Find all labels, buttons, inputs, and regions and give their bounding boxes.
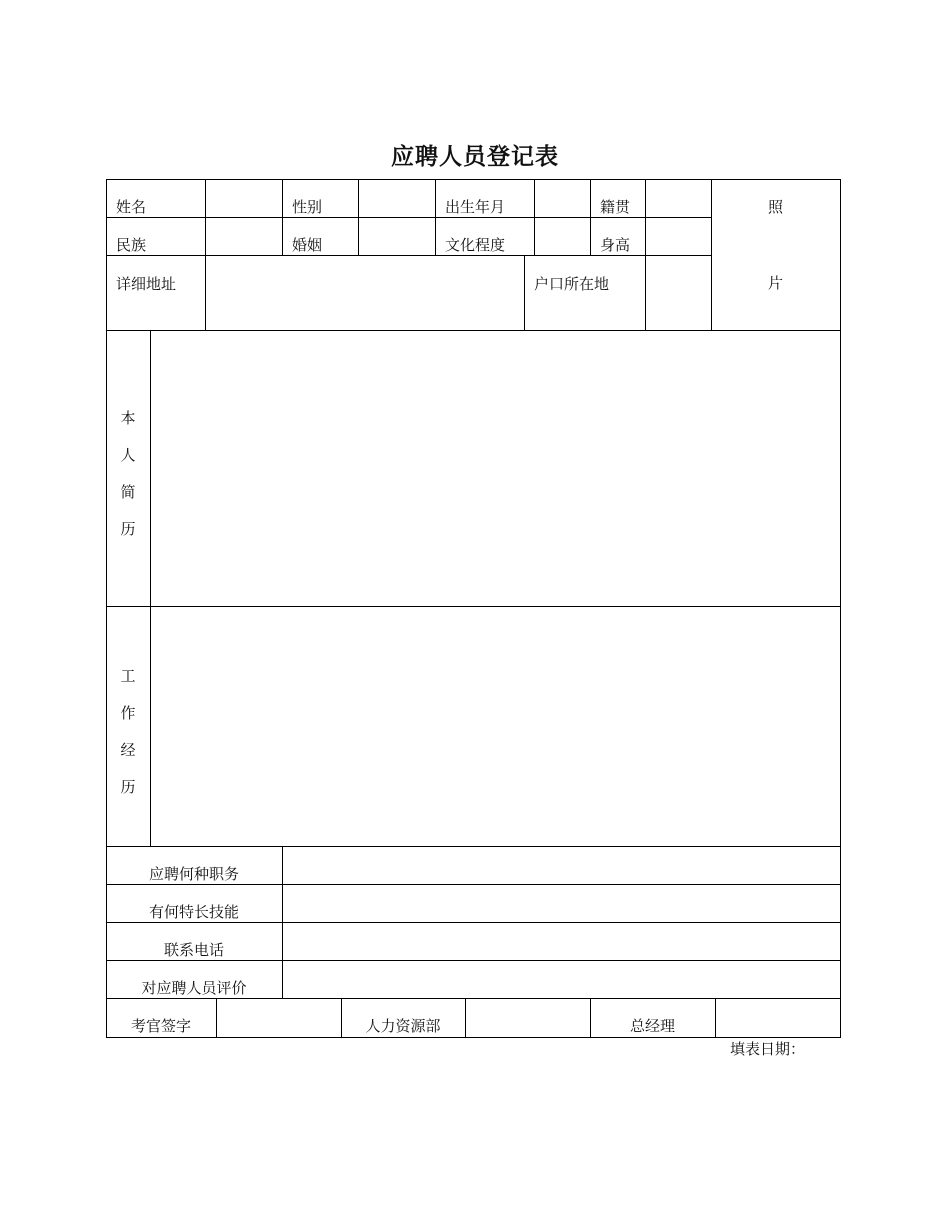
work-experience-label: [108, 658, 148, 806]
photo-label-top: 照: [768, 198, 784, 216]
height-input-cell[interactable]: [646, 218, 711, 255]
examiner-signature-label: 考官签字: [130, 1017, 191, 1035]
work-char: 历: [120, 778, 136, 796]
phone-label: 联系电话: [163, 941, 224, 959]
height-label: 身高: [600, 236, 631, 254]
v-line: [435, 179, 436, 256]
ethnicity-label: 民族: [116, 236, 147, 254]
hukou-label: 户口所在地: [534, 275, 610, 293]
work-char: 经: [120, 741, 136, 759]
v-line: [590, 179, 591, 256]
evaluation-label: 对应聘人员评价: [141, 979, 247, 997]
v-line: [282, 179, 283, 256]
marriage-input-cell[interactable]: [359, 218, 435, 255]
marriage-label: 婚姻: [292, 236, 323, 254]
address-label: 详细地址: [116, 275, 177, 293]
hr-department-cell[interactable]: [466, 999, 590, 1037]
fill-date-label: 填表日期：: [730, 1040, 806, 1058]
hukou-input-cell[interactable]: [646, 256, 711, 330]
native-place-label: 籍贯: [600, 198, 631, 216]
birth-label: 出生年月: [445, 198, 506, 216]
phone-input-cell[interactable]: [283, 923, 840, 960]
ethnicity-input-cell[interactable]: [206, 218, 282, 255]
hr-department-label: 人力资源部: [365, 1017, 441, 1035]
photo-cell[interactable]: [712, 180, 840, 330]
position-input-cell[interactable]: [283, 847, 840, 884]
education-label: 文化程度: [445, 236, 506, 254]
resume-char: 历: [120, 520, 136, 538]
evaluation-input-cell[interactable]: [283, 961, 840, 998]
birth-input-cell[interactable]: [535, 180, 590, 217]
resume-char: 本: [120, 409, 136, 427]
position-label: 应聘何种职务: [148, 865, 239, 883]
education-input-cell[interactable]: [535, 218, 590, 255]
v-line: [524, 255, 525, 331]
skills-label: 有何特长技能: [148, 903, 239, 921]
name-input-cell[interactable]: [206, 180, 282, 217]
photo-label-bottom: 片: [768, 274, 784, 292]
examiner-signature-cell[interactable]: [217, 999, 341, 1037]
native-place-input-cell[interactable]: [646, 180, 711, 217]
resume-input-area[interactable]: [151, 331, 840, 606]
form-title: 应聘人员登记表: [391, 144, 559, 170]
gender-label: 性别: [292, 198, 323, 216]
general-manager-label: 总经理: [629, 1017, 675, 1035]
name-label: 姓名: [116, 198, 147, 216]
resume-char: 简: [120, 483, 136, 501]
address-input-cell[interactable]: [206, 256, 524, 330]
work-char: 工: [120, 667, 136, 685]
gender-input-cell[interactable]: [359, 180, 435, 217]
skills-input-cell[interactable]: [283, 885, 840, 922]
resume-label: [108, 400, 148, 548]
work-experience-input-area[interactable]: [151, 607, 840, 846]
general-manager-cell[interactable]: [716, 999, 840, 1037]
work-char: 作: [120, 704, 136, 722]
resume-char: 人: [120, 446, 136, 464]
